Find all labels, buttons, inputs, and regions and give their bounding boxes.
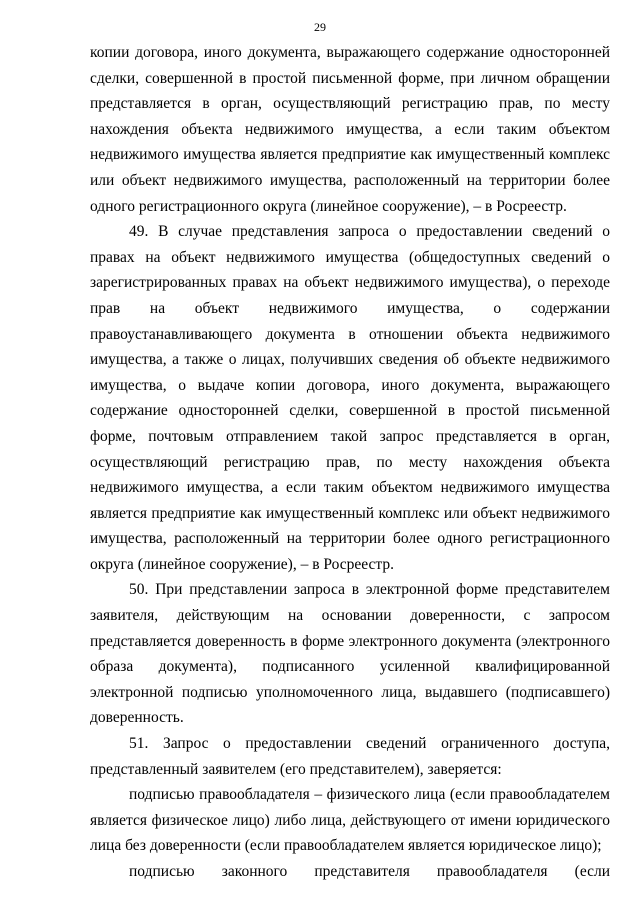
paragraph-51: 51. Запрос о предоставлении сведений ограниченного доступа, представленный заявителем (его представителем), заверяется: — [90, 735, 610, 778]
page-number: 29 — [314, 20, 326, 34]
document-body — [90, 40, 610, 885]
paragraph-51-item-1: подписью правообладателя – физического лица (если правообладателем является физическое лицо) либо лица, действующего от имени юридического лица без доверенности (если правообладателем является юридическое лицо); — [90, 786, 610, 855]
paragraph-49: 49. В случае представления запроса о предоставлении сведений о правах на объект недвижимого имущества (общедоступных сведений о зарегистрированных правах на объект недвижимого имущества), о переходе прав на объект недвижимого имущества, о содержании правоустанавливающего документа в отношении объекта недвижимого имущества, а также о лицах, получивших сведения об объекте недвижимого имущества, о выдаче копии договора, иного документа, выражающего содержание односторонней сделки, совершенной в простой письменной форме, почтовым отправлением такой запрос представляется в орган, осуществляющий регистрацию прав, по месту нахождения объекта недвижимого имущества, а если таким объектом недвижимого имущества является предприятие как имущественный комплекс или объект недвижимого имущества, расположенный на территории более одного регистрационного округа (линейное сооружение), – в Росреестр. — [90, 223, 610, 573]
paragraph-continuation: копии договора, иного документа, выражающего содержание односторонней сделки, совершенной в простой письменной форме, при личном обращении представляется в орган, осуществляющий регистрацию прав, по месту нахождения объекта недвижимого имущества, а если таким объектом недвижимого имущества является предприятие как имущественный комплекс или объект недвижимого имущества, расположенный на территории более одного регистрационного округа (линейное сооружение), – в Росреестр. — [90, 44, 610, 215]
paragraph-51-item-2: подписью законного представителя правообладателя (если — [129, 863, 610, 880]
paragraph-50: 50. При представлении запроса в электронной форме представителем заявителя, действующим на основании доверенности, с запросом представляется доверенность в форме электронного документа (электронного образа документа), подписанного усиленной квалифицированной электронной подписью уполномоченного лица, выдавшего (подписавшего) доверенность. — [90, 581, 610, 727]
